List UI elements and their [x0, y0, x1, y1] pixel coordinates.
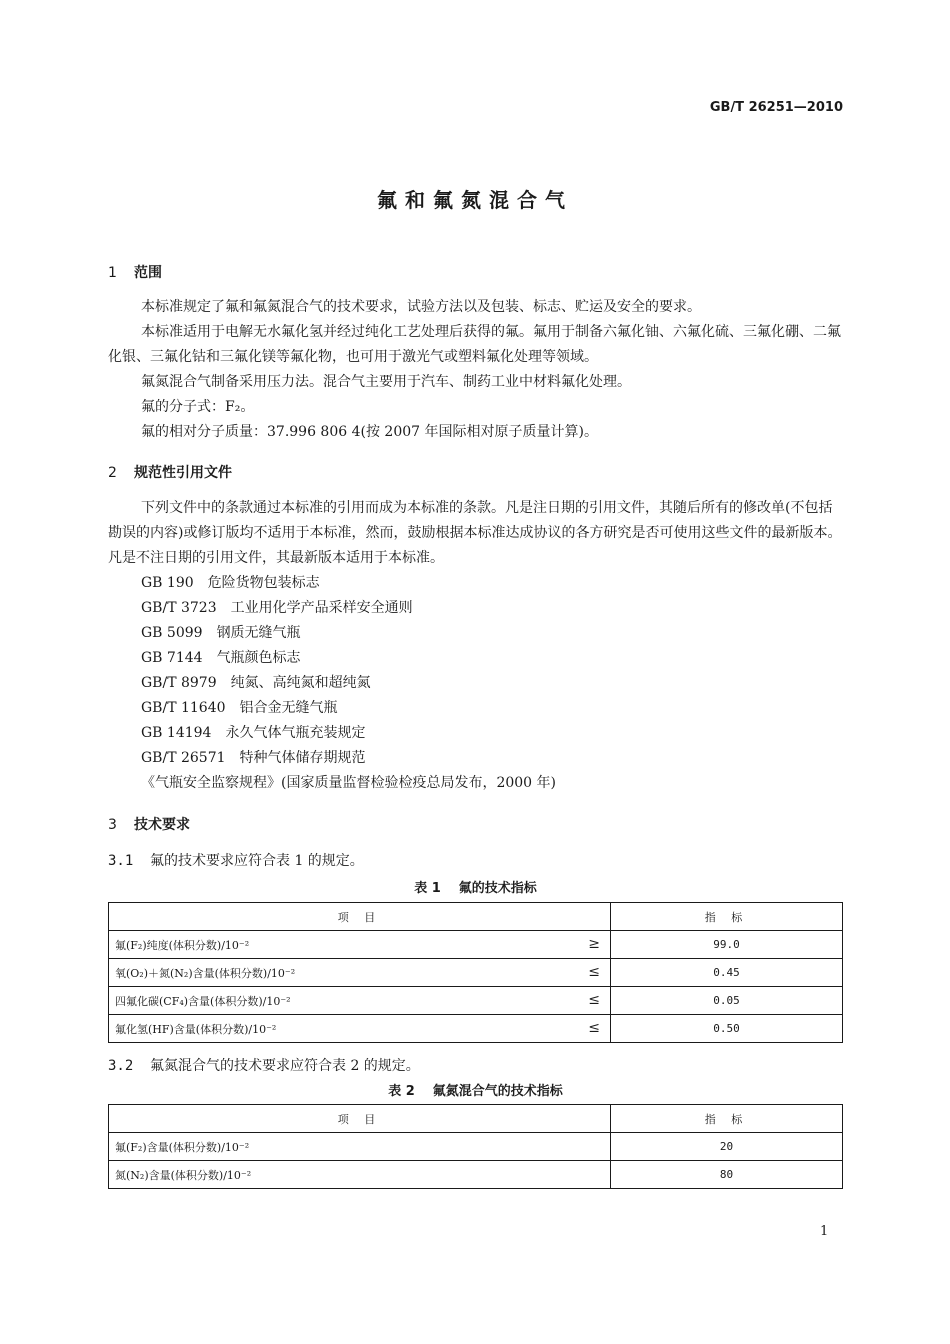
document-title: 氟和氟氮混合气 — [377, 188, 573, 212]
reference-name: 特种气体储存期规范 — [239, 750, 366, 766]
table-cell-item — [109, 1133, 611, 1161]
reference-item — [141, 746, 366, 771]
table-header-item: 项 目 — [109, 1105, 611, 1133]
table-cell-value: 80 — [611, 1161, 843, 1189]
comparison-symbol: ≤ — [588, 992, 600, 1008]
table-1-caption-number: 表 1 — [414, 881, 441, 896]
table-row — [109, 1015, 843, 1043]
table-cell-value: 0.50 — [611, 1015, 843, 1043]
table-2-caption-number: 表 2 — [388, 1084, 415, 1099]
section-2-title: 规范性引用文件 — [134, 465, 232, 481]
table-header-value: 指 标 — [611, 903, 843, 931]
section-1-paragraph: 氟的相对分子质量：37.996 806 4(按 2007 年国际相对原子质量计算)。 — [141, 424, 598, 440]
table-row — [109, 987, 843, 1015]
section-2-number: 2 — [108, 465, 117, 481]
comparison-symbol: ≥ — [588, 936, 600, 952]
reference-name: 钢质无缝气瓶 — [216, 625, 301, 641]
table-1 — [108, 902, 843, 1043]
reference-code: GB 7144 — [141, 650, 203, 666]
subsection-text: 氟氮混合气的技术要求应符合表 2 的规定。 — [150, 1058, 420, 1074]
table-cell-item — [109, 931, 611, 959]
section-1-paragraph: 氟的分子式：F₂。 — [141, 399, 255, 415]
comparison-symbol: ≤ — [588, 1020, 600, 1036]
table-cell-value: 0.45 — [611, 959, 843, 987]
section-1-paragraph: 本标准规定了氟和氟氮混合气的技术要求，试验方法以及包装、标志、贮运及安全的要求。 — [141, 299, 701, 315]
subsection-text: 氟的技术要求应符合表 1 的规定。 — [150, 853, 364, 869]
table-row — [109, 931, 843, 959]
table-cell-value: 20 — [611, 1133, 843, 1161]
table-1-caption — [108, 877, 843, 896]
reference-code: GB 5099 — [141, 625, 203, 641]
reference-item — [141, 671, 371, 696]
section-2-intro: 下列文件中的条款通过本标准的引用而成为本标准的条款。凡是注日期的引用文件，其随后所有的修改单(不包括勘误的内容)或修订版均不适用于本标准，然而，鼓励根据本标准达成协议的各方研究是否可使用这些文件的最新版本。凡是不注日期的引用文件，其最新版本适用于本标准。 — [108, 500, 842, 566]
item-text: 四氟化碳(CF₄)含量(体积分数)/10⁻² — [115, 994, 291, 1008]
reference-name: 永久气体气瓶充装规定 — [225, 725, 366, 741]
reference-item — [141, 596, 413, 621]
section-1-paragraph: 氟氮混合气制备采用压力法。混合气主要用于汽车、制药工业中材料氟化处理。 — [141, 374, 631, 390]
subsection-number: 3.1 — [108, 853, 134, 869]
table-header-item: 项 目 — [109, 903, 611, 931]
table-cell-value: 0.05 — [611, 987, 843, 1015]
table-cell-item — [109, 1161, 611, 1189]
reference-item — [141, 721, 365, 746]
regulation-reference: 《气瓶安全监察规程》(国家质量监督检验检疫总局发布，2000 年) — [141, 775, 557, 791]
table-2-caption — [108, 1080, 843, 1099]
reference-code: GB/T 8979 — [141, 675, 217, 691]
section-1-title: 范围 — [134, 265, 162, 281]
section-3-heading — [108, 814, 190, 834]
reference-code: GB/T 3723 — [141, 600, 217, 616]
standard-code: GB/T 26251—2010 — [709, 100, 843, 115]
item-text: 氟(F₂)含量(体积分数)/10⁻² — [115, 1140, 250, 1154]
table-2 — [108, 1104, 843, 1189]
table-row — [109, 959, 843, 987]
item-text: 氟化氢(HF)含量(体积分数)/10⁻² — [115, 1022, 277, 1036]
table-cell-item — [109, 987, 611, 1015]
reference-code: GB/T 26571 — [141, 750, 226, 766]
reference-name: 铝合金无缝气瓶 — [239, 700, 338, 716]
subsection-number: 3.2 — [108, 1058, 134, 1074]
table-cell-item — [109, 959, 611, 987]
table-header-row — [109, 903, 843, 931]
item-text: 氮(N₂)含量(体积分数)/10⁻² — [115, 1168, 252, 1182]
section-1-heading — [108, 262, 162, 282]
reference-name: 纯氮、高纯氮和超纯氮 — [230, 675, 371, 691]
comparison-symbol: ≤ — [588, 964, 600, 980]
reference-name: 气瓶颜色标志 — [216, 650, 301, 666]
section-3-title: 技术要求 — [134, 817, 190, 833]
section-3-number: 3 — [108, 817, 117, 833]
item-text: 氟(F₂)纯度(体积分数)/10⁻² — [115, 938, 250, 952]
reference-name: 危险货物包装标志 — [207, 575, 320, 591]
table-2-caption-title: 氟氮混合气的技术指标 — [432, 1084, 563, 1099]
table-1-caption-title: 氟的技术指标 — [458, 881, 537, 896]
item-text: 氧(O₂)＋氮(N₂)含量(体积分数)/10⁻² — [115, 966, 296, 980]
reference-code: GB 190 — [141, 575, 194, 591]
reference-item — [141, 646, 301, 671]
table-row — [109, 1133, 843, 1161]
reference-item — [141, 696, 338, 721]
section-1-number: 1 — [108, 265, 117, 281]
section-1-paragraph: 本标准适用于电解无水氟化氢并经过纯化工艺处理后获得的氟。氟用于制备六氟化铀、六氟化硫、三氟化硼、二氟化银、三氟化钴和三氟化镁等氟化物，也可用于激光气或塑料氟化处理等领域。 — [108, 324, 841, 365]
table-header-row — [109, 1105, 843, 1133]
table-header-value: 指 标 — [611, 1105, 843, 1133]
table-cell-value: 99.0 — [611, 931, 843, 959]
reference-code: GB 14194 — [141, 725, 212, 741]
subsection-3-2 — [108, 1055, 420, 1075]
reference-code: GB/T 11640 — [141, 700, 226, 716]
section-2-heading — [108, 462, 232, 482]
page-number: 1 — [820, 1224, 829, 1239]
reference-item — [141, 571, 320, 596]
table-row — [109, 1161, 843, 1189]
table-cell-item — [109, 1015, 611, 1043]
reference-item — [141, 621, 301, 646]
subsection-3-1 — [108, 850, 364, 870]
reference-name: 工业用化学产品采样安全通则 — [230, 600, 413, 616]
